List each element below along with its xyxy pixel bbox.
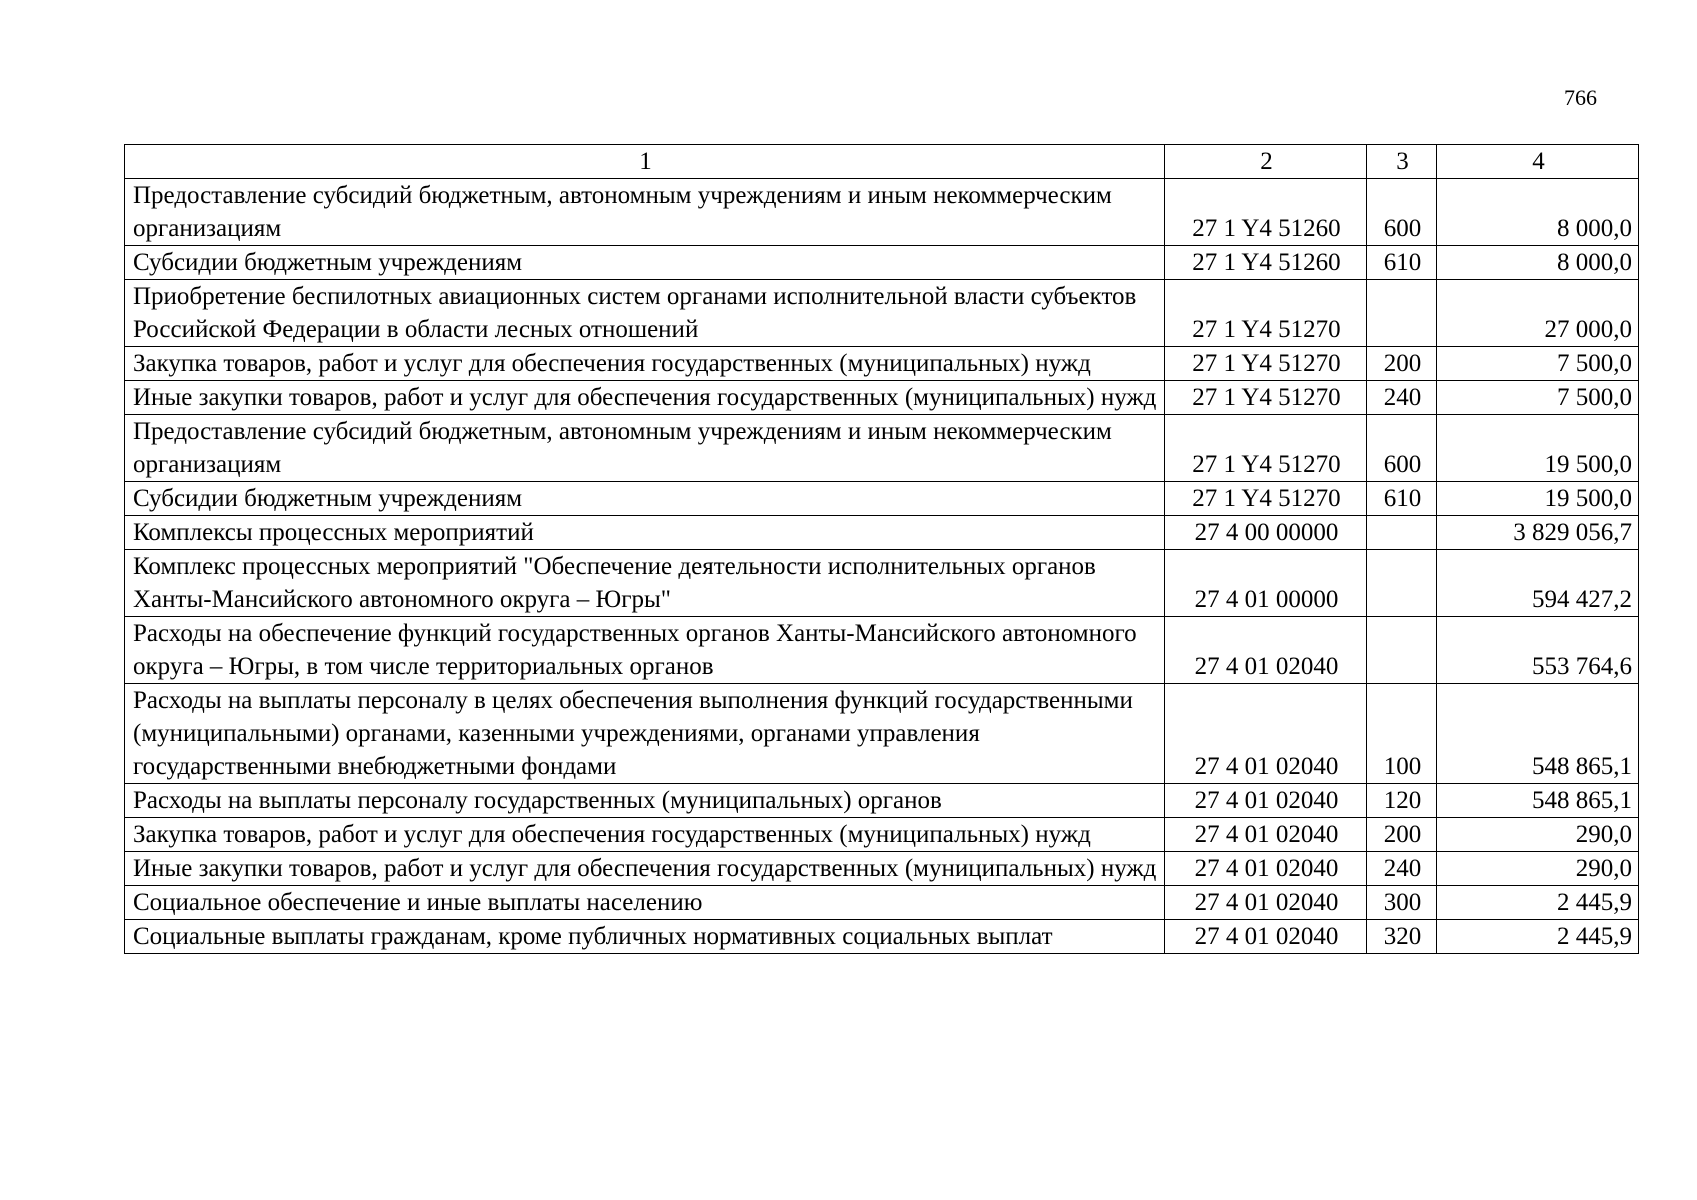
row-type-cell: 610	[1367, 482, 1437, 516]
table-header	[125, 145, 1639, 179]
row-amount-cell: 290,0	[1437, 852, 1639, 886]
table-row	[125, 516, 1639, 550]
row-amount-cell: 2 445,9	[1437, 920, 1639, 954]
row-name-cell: Расходы на обеспечение функций государственных органов Ханты-Мансийского автономного округа – Югры, в том числе территориальных органов	[125, 617, 1165, 684]
row-amount-cell: 2 445,9	[1437, 886, 1639, 920]
table-body	[125, 179, 1639, 954]
row-amount-cell: 19 500,0	[1437, 482, 1639, 516]
row-name-cell: Закупка товаров, работ и услуг для обеспечения государственных (муниципальных) нужд	[125, 818, 1165, 852]
table-row	[125, 246, 1639, 280]
table-row	[125, 550, 1639, 617]
row-type-cell	[1367, 516, 1437, 550]
row-name-cell: Социальные выплаты гражданам, кроме публичных нормативных социальных выплат	[125, 920, 1165, 954]
row-type-cell: 240	[1367, 852, 1437, 886]
row-amount-cell: 27 000,0	[1437, 280, 1639, 347]
header-row	[125, 145, 1639, 179]
row-name-cell: Субсидии бюджетным учреждениям	[125, 246, 1165, 280]
row-type-cell: 200	[1367, 818, 1437, 852]
row-code-cell: 27 4 01 02040	[1165, 617, 1367, 684]
header-col-1: 1	[125, 145, 1165, 179]
row-code-cell: 27 4 01 02040	[1165, 784, 1367, 818]
row-amount-cell: 7 500,0	[1437, 347, 1639, 381]
row-code-cell: 27 1 Y4 51260	[1165, 246, 1367, 280]
row-code-cell: 27 4 01 02040	[1165, 852, 1367, 886]
row-type-cell: 200	[1367, 347, 1437, 381]
row-code-cell: 27 1 Y4 51270	[1165, 415, 1367, 482]
header-col-4: 4	[1437, 145, 1639, 179]
row-code-cell: 27 1 Y4 51260	[1165, 179, 1367, 246]
row-code-cell: 27 1 Y4 51270	[1165, 347, 1367, 381]
row-code-cell: 27 4 01 02040	[1165, 920, 1367, 954]
row-name-cell: Приобретение беспилотных авиационных систем органами исполнительной власти субъектов Российской Федерации в области лесных отношений	[125, 280, 1165, 347]
row-name-cell: Предоставление субсидий бюджетным, автономным учреждениям и иным некоммерческим организациям	[125, 415, 1165, 482]
row-type-cell	[1367, 280, 1437, 347]
header-col-3: 3	[1367, 145, 1437, 179]
row-code-cell: 27 1 Y4 51270	[1165, 280, 1367, 347]
row-type-cell: 600	[1367, 415, 1437, 482]
budget-table	[124, 144, 1639, 954]
header-col-2: 2	[1165, 145, 1367, 179]
row-amount-cell: 548 865,1	[1437, 684, 1639, 784]
row-code-cell: 27 4 01 02040	[1165, 684, 1367, 784]
table-row	[125, 347, 1639, 381]
row-type-cell: 320	[1367, 920, 1437, 954]
row-amount-cell: 594 427,2	[1437, 550, 1639, 617]
row-code-cell: 27 1 Y4 51270	[1165, 381, 1367, 415]
row-type-cell	[1367, 617, 1437, 684]
table-row	[125, 617, 1639, 684]
row-name-cell: Субсидии бюджетным учреждениям	[125, 482, 1165, 516]
row-amount-cell: 290,0	[1437, 818, 1639, 852]
row-type-cell: 120	[1367, 784, 1437, 818]
row-name-cell: Комплекс процессных мероприятий "Обеспечение деятельности исполнительных органов Ханты-Мансийского автономного округа – Югры"	[125, 550, 1165, 617]
row-type-cell: 610	[1367, 246, 1437, 280]
table-row	[125, 920, 1639, 954]
table-row	[125, 852, 1639, 886]
row-code-cell: 27 1 Y4 51270	[1165, 482, 1367, 516]
table-row	[125, 886, 1639, 920]
row-name-cell: Социальное обеспечение и иные выплаты населению	[125, 886, 1165, 920]
table-row	[125, 784, 1639, 818]
table-row	[125, 482, 1639, 516]
row-name-cell: Расходы на выплаты персоналу в целях обеспечения выполнения функций государственными (муниципальными) органами, казенными учреждениями, органами управления государственными внебюджетными фондами	[125, 684, 1165, 784]
table-row	[125, 381, 1639, 415]
row-name-cell: Закупка товаров, работ и услуг для обеспечения государственных (муниципальных) нужд	[125, 347, 1165, 381]
row-code-cell: 27 4 01 02040	[1165, 886, 1367, 920]
row-amount-cell: 553 764,6	[1437, 617, 1639, 684]
table-row	[125, 684, 1639, 784]
row-name-cell: Иные закупки товаров, работ и услуг для обеспечения государственных (муниципальных) нужд	[125, 852, 1165, 886]
table-row	[125, 818, 1639, 852]
table-row	[125, 280, 1639, 347]
row-amount-cell: 7 500,0	[1437, 381, 1639, 415]
row-type-cell	[1367, 550, 1437, 617]
row-name-cell: Предоставление субсидий бюджетным, автономным учреждениям и иным некоммерческим организациям	[125, 179, 1165, 246]
table-row	[125, 415, 1639, 482]
row-amount-cell: 8 000,0	[1437, 246, 1639, 280]
row-type-cell: 240	[1367, 381, 1437, 415]
row-type-cell: 600	[1367, 179, 1437, 246]
row-amount-cell: 19 500,0	[1437, 415, 1639, 482]
table-row	[125, 179, 1639, 246]
row-amount-cell: 548 865,1	[1437, 784, 1639, 818]
row-code-cell: 27 4 01 00000	[1165, 550, 1367, 617]
row-amount-cell: 8 000,0	[1437, 179, 1639, 246]
page-number: 766	[1564, 85, 1597, 110]
row-type-cell: 300	[1367, 886, 1437, 920]
row-code-cell: 27 4 00 00000	[1165, 516, 1367, 550]
row-name-cell: Расходы на выплаты персоналу государственных (муниципальных) органов	[125, 784, 1165, 818]
row-amount-cell: 3 829 056,7	[1437, 516, 1639, 550]
row-name-cell: Иные закупки товаров, работ и услуг для обеспечения государственных (муниципальных) нужд	[125, 381, 1165, 415]
row-name-cell: Комплексы процессных мероприятий	[125, 516, 1165, 550]
row-type-cell: 100	[1367, 684, 1437, 784]
row-code-cell: 27 4 01 02040	[1165, 818, 1367, 852]
